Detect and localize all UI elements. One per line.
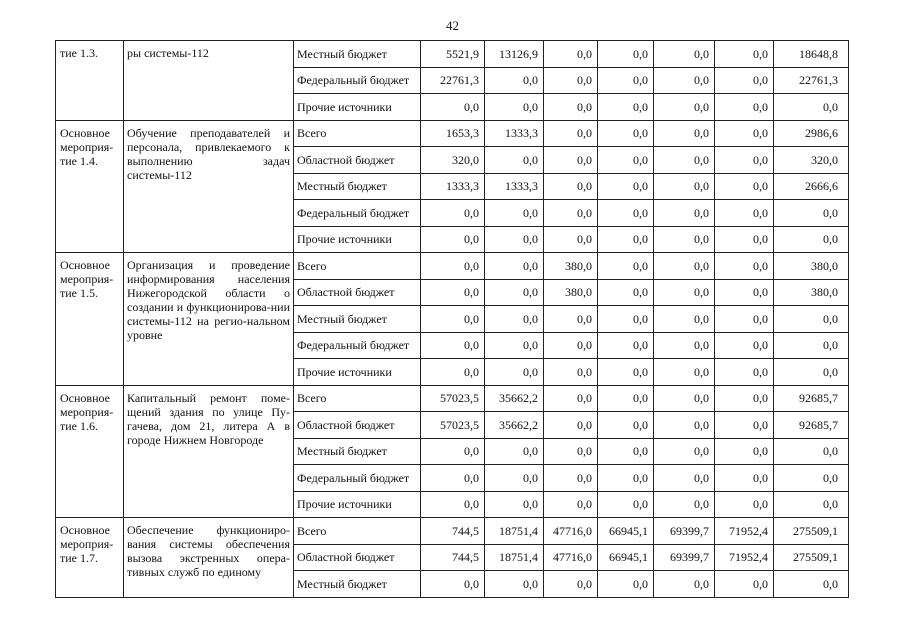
amount-value: 1653,3 xyxy=(421,120,485,147)
amount-value: 0,0 xyxy=(598,491,654,518)
funding-source: Местный бюджет xyxy=(294,41,421,68)
total-value: 0,0 xyxy=(774,571,849,598)
amount-value: 0,0 xyxy=(485,491,544,518)
amount-value: 0,0 xyxy=(421,226,485,253)
amount-value: 0,0 xyxy=(715,173,774,200)
activity-code: Основное мероприя-тие 1.4. xyxy=(56,120,124,253)
amount-value: 0,0 xyxy=(485,279,544,306)
amount-value: 0,0 xyxy=(654,41,715,68)
amount-value: 0,0 xyxy=(421,279,485,306)
activity-description: Обеспечение функциониро-вания системы обеспечения вызова экстренных опера-тивных служб по единому xyxy=(124,518,294,598)
amount-value: 0,0 xyxy=(544,120,598,147)
amount-value: 0,0 xyxy=(544,306,598,333)
total-value: 0,0 xyxy=(774,226,849,253)
amount-value: 0,0 xyxy=(715,279,774,306)
amount-value: 57023,5 xyxy=(421,385,485,412)
total-value: 2986,6 xyxy=(774,120,849,147)
amount-value: 0,0 xyxy=(654,94,715,121)
amount-value: 0,0 xyxy=(421,94,485,121)
table-row xyxy=(56,385,849,412)
activity-description: Капитальный ремонт поме-щений здания по улице Пу-гачева, дом 21, литера А в городе Нижнем Новгороде xyxy=(124,385,294,518)
amount-value: 71952,4 xyxy=(715,518,774,545)
amount-value: 0,0 xyxy=(715,200,774,227)
table-body xyxy=(56,41,849,598)
funding-source: Прочие источники xyxy=(294,226,421,253)
amount-value: 35662,2 xyxy=(485,385,544,412)
amount-value: 1333,3 xyxy=(485,173,544,200)
amount-value: 0,0 xyxy=(544,385,598,412)
amount-value: 0,0 xyxy=(485,200,544,227)
amount-value: 0,0 xyxy=(485,306,544,333)
amount-value: 0,0 xyxy=(715,94,774,121)
amount-value: 0,0 xyxy=(485,571,544,598)
amount-value: 0,0 xyxy=(598,94,654,121)
amount-value: 57023,5 xyxy=(421,412,485,439)
amount-value: 35662,2 xyxy=(485,412,544,439)
table-row xyxy=(56,253,849,280)
amount-value: 0,0 xyxy=(715,491,774,518)
amount-value: 0,0 xyxy=(598,67,654,94)
total-value: 22761,3 xyxy=(774,67,849,94)
amount-value: 0,0 xyxy=(485,147,544,174)
total-value: 0,0 xyxy=(774,306,849,333)
amount-value: 0,0 xyxy=(654,67,715,94)
amount-value: 0,0 xyxy=(715,120,774,147)
amount-value: 0,0 xyxy=(485,438,544,465)
amount-value: 0,0 xyxy=(544,412,598,439)
amount-value: 744,5 xyxy=(421,518,485,545)
amount-value: 0,0 xyxy=(598,173,654,200)
funding-source: Всего xyxy=(294,518,421,545)
amount-value: 0,0 xyxy=(598,226,654,253)
amount-value: 0,0 xyxy=(598,412,654,439)
amount-value: 0,0 xyxy=(654,465,715,492)
total-value: 0,0 xyxy=(774,491,849,518)
amount-value: 0,0 xyxy=(544,571,598,598)
amount-value: 0,0 xyxy=(654,200,715,227)
amount-value: 0,0 xyxy=(715,41,774,68)
amount-value: 0,0 xyxy=(544,173,598,200)
amount-value: 0,0 xyxy=(544,359,598,386)
amount-value: 69399,7 xyxy=(654,544,715,571)
funding-source: Федеральный бюджет xyxy=(294,67,421,94)
amount-value: 0,0 xyxy=(598,359,654,386)
amount-value: 0,0 xyxy=(598,385,654,412)
amount-value: 0,0 xyxy=(715,253,774,280)
amount-value: 0,0 xyxy=(598,120,654,147)
amount-value: 0,0 xyxy=(654,253,715,280)
table-row xyxy=(56,41,849,68)
funding-source: Федеральный бюджет xyxy=(294,332,421,359)
activity-description: Обучение преподавателей и персонала, привлекаемого к выполнению задач системы-112 xyxy=(124,120,294,253)
total-value: 320,0 xyxy=(774,147,849,174)
total-value: 0,0 xyxy=(774,465,849,492)
amount-value: 0,0 xyxy=(715,412,774,439)
amount-value: 0,0 xyxy=(421,438,485,465)
activity-code: Основное мероприя-тие 1.6. xyxy=(56,385,124,518)
amount-value: 0,0 xyxy=(544,438,598,465)
amount-value: 0,0 xyxy=(654,173,715,200)
funding-source: Прочие источники xyxy=(294,359,421,386)
table-row xyxy=(56,120,849,147)
amount-value: 5521,9 xyxy=(421,41,485,68)
amount-value: 47716,0 xyxy=(544,518,598,545)
amount-value: 0,0 xyxy=(654,491,715,518)
amount-value: 0,0 xyxy=(544,67,598,94)
amount-value: 320,0 xyxy=(421,147,485,174)
amount-value: 18751,4 xyxy=(485,518,544,545)
amount-value: 0,0 xyxy=(598,41,654,68)
funding-source: Всего xyxy=(294,253,421,280)
activity-code: Основное мероприя-тие 1.7. xyxy=(56,518,124,598)
page-number: 42 xyxy=(446,18,459,33)
funding-source: Местный бюджет xyxy=(294,173,421,200)
amount-value: 66945,1 xyxy=(598,518,654,545)
amount-value: 0,0 xyxy=(654,385,715,412)
total-value: 18648,8 xyxy=(774,41,849,68)
amount-value: 0,0 xyxy=(544,332,598,359)
funding-source: Областной бюджет xyxy=(294,147,421,174)
amount-value: 0,0 xyxy=(598,147,654,174)
amount-value: 0,0 xyxy=(598,465,654,492)
amount-value: 380,0 xyxy=(544,279,598,306)
amount-value: 0,0 xyxy=(598,332,654,359)
amount-value: 0,0 xyxy=(654,412,715,439)
amount-value: 0,0 xyxy=(485,94,544,121)
funding-source: Всего xyxy=(294,385,421,412)
amount-value: 0,0 xyxy=(485,359,544,386)
funding-source: Местный бюджет xyxy=(294,306,421,333)
amount-value: 47716,0 xyxy=(544,544,598,571)
funding-source: Прочие источники xyxy=(294,491,421,518)
amount-value: 0,0 xyxy=(485,465,544,492)
amount-value: 0,0 xyxy=(544,465,598,492)
amount-value: 0,0 xyxy=(715,332,774,359)
budget-table xyxy=(55,40,849,598)
amount-value: 0,0 xyxy=(715,385,774,412)
amount-value: 0,0 xyxy=(654,359,715,386)
amount-value: 0,0 xyxy=(421,491,485,518)
amount-value: 0,0 xyxy=(544,147,598,174)
amount-value: 0,0 xyxy=(598,306,654,333)
funding-source: Всего xyxy=(294,120,421,147)
amount-value: 0,0 xyxy=(715,306,774,333)
total-value: 380,0 xyxy=(774,253,849,280)
amount-value: 0,0 xyxy=(544,200,598,227)
amount-value: 380,0 xyxy=(544,253,598,280)
activity-code: тие 1.3. xyxy=(56,41,124,121)
funding-source: Прочие источники xyxy=(294,94,421,121)
total-value: 380,0 xyxy=(774,279,849,306)
amount-value: 0,0 xyxy=(598,200,654,227)
amount-value: 18751,4 xyxy=(485,544,544,571)
funding-source: Местный бюджет xyxy=(294,438,421,465)
amount-value: 0,0 xyxy=(715,571,774,598)
amount-value: 0,0 xyxy=(654,571,715,598)
amount-value: 0,0 xyxy=(715,438,774,465)
amount-value: 0,0 xyxy=(715,465,774,492)
amount-value: 66945,1 xyxy=(598,544,654,571)
funding-source: Областной бюджет xyxy=(294,279,421,306)
amount-value: 1333,3 xyxy=(421,173,485,200)
amount-value: 0,0 xyxy=(421,571,485,598)
amount-value: 0,0 xyxy=(598,438,654,465)
total-value: 0,0 xyxy=(774,359,849,386)
activity-description: Организация и проведение информирования населения Нижегородской области о создании и функционирова-нии системы-112 на регио-нальном уровне xyxy=(124,253,294,386)
amount-value: 0,0 xyxy=(715,67,774,94)
amount-value: 0,0 xyxy=(598,253,654,280)
amount-value: 1333,3 xyxy=(485,120,544,147)
activity-code: Основное мероприя-тие 1.5. xyxy=(56,253,124,386)
total-value: 0,0 xyxy=(774,94,849,121)
amount-value: 0,0 xyxy=(654,438,715,465)
amount-value: 0,0 xyxy=(485,226,544,253)
amount-value: 0,0 xyxy=(715,359,774,386)
amount-value: 0,0 xyxy=(715,147,774,174)
amount-value: 13126,9 xyxy=(485,41,544,68)
table-row xyxy=(56,518,849,545)
amount-value: 0,0 xyxy=(421,253,485,280)
amount-value: 0,0 xyxy=(485,253,544,280)
total-value: 0,0 xyxy=(774,200,849,227)
amount-value: 0,0 xyxy=(485,332,544,359)
funding-source: Областной бюджет xyxy=(294,544,421,571)
amount-value: 0,0 xyxy=(421,306,485,333)
amount-value: 0,0 xyxy=(654,332,715,359)
total-value: 92685,7 xyxy=(774,412,849,439)
amount-value: 0,0 xyxy=(654,226,715,253)
amount-value: 0,0 xyxy=(421,465,485,492)
total-value: 0,0 xyxy=(774,332,849,359)
funding-source: Областной бюджет xyxy=(294,412,421,439)
amount-value: 71952,4 xyxy=(715,544,774,571)
amount-value: 0,0 xyxy=(544,94,598,121)
amount-value: 22761,3 xyxy=(421,67,485,94)
funding-source: Местный бюджет xyxy=(294,571,421,598)
amount-value: 0,0 xyxy=(421,359,485,386)
amount-value: 0,0 xyxy=(421,332,485,359)
total-value: 275509,1 xyxy=(774,544,849,571)
total-value: 92685,7 xyxy=(774,385,849,412)
amount-value: 0,0 xyxy=(598,571,654,598)
funding-source: Федеральный бюджет xyxy=(294,200,421,227)
amount-value: 0,0 xyxy=(421,200,485,227)
amount-value: 0,0 xyxy=(598,279,654,306)
amount-value: 0,0 xyxy=(544,41,598,68)
total-value: 0,0 xyxy=(774,438,849,465)
amount-value: 0,0 xyxy=(654,120,715,147)
activity-description: ры системы-112 xyxy=(124,41,294,121)
amount-value: 69399,7 xyxy=(654,518,715,545)
amount-value: 0,0 xyxy=(544,491,598,518)
amount-value: 0,0 xyxy=(544,226,598,253)
amount-value: 0,0 xyxy=(654,279,715,306)
amount-value: 0,0 xyxy=(715,226,774,253)
amount-value: 0,0 xyxy=(654,147,715,174)
total-value: 275509,1 xyxy=(774,518,849,545)
funding-source: Федеральный бюджет xyxy=(294,465,421,492)
total-value: 2666,6 xyxy=(774,173,849,200)
amount-value: 0,0 xyxy=(654,306,715,333)
amount-value: 744,5 xyxy=(421,544,485,571)
amount-value: 0,0 xyxy=(485,67,544,94)
